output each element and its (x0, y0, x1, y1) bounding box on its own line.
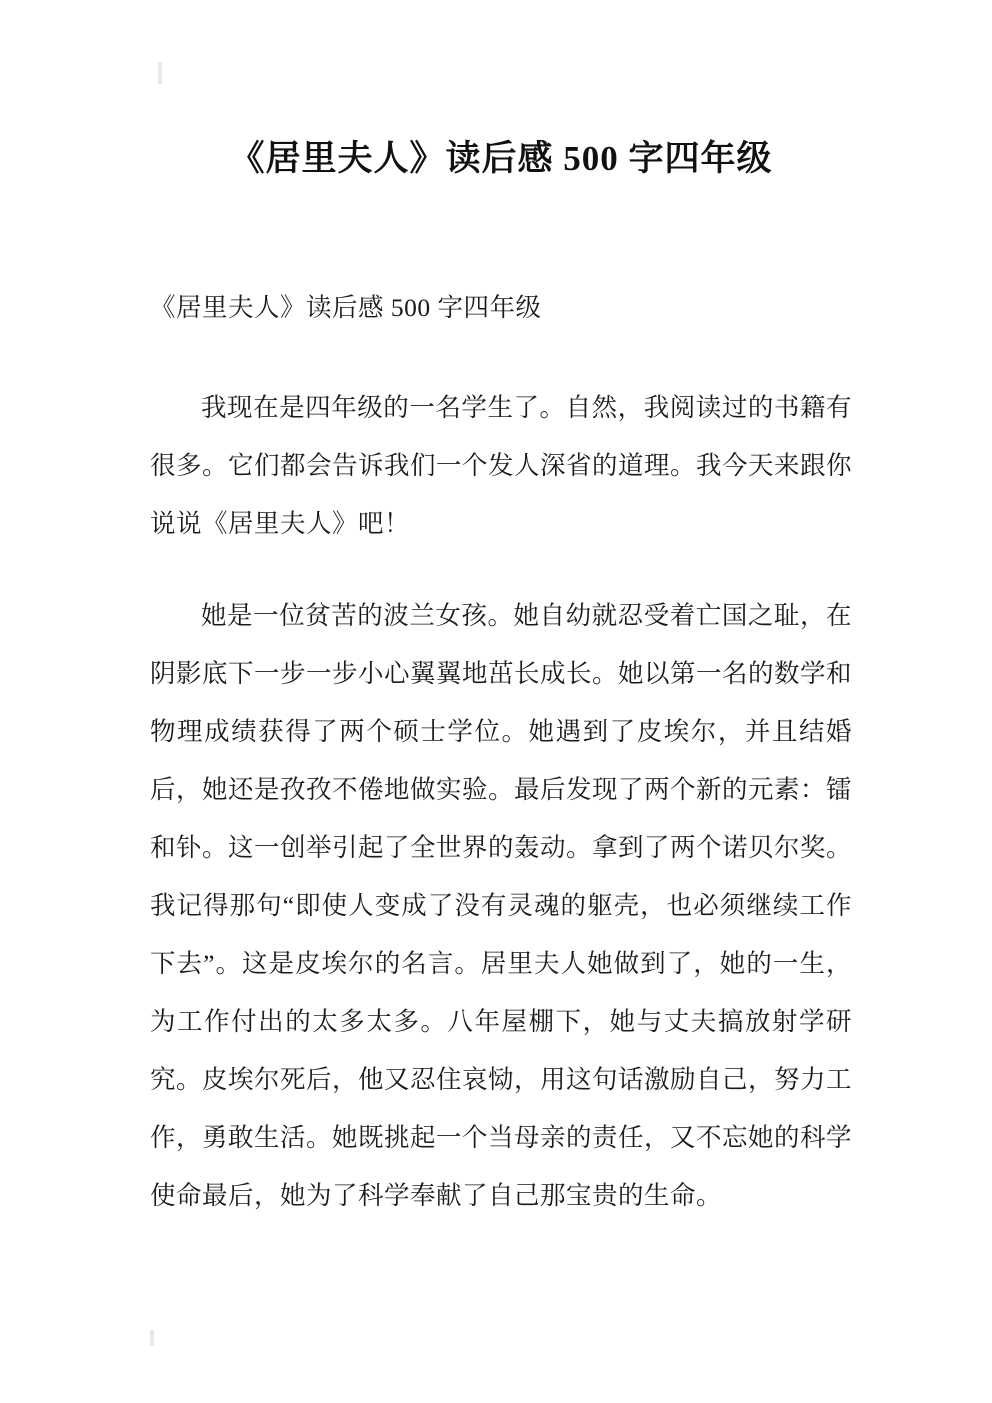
paragraph-1: 我现在是四年级的一名学生了。自然，我阅读过的书籍有很多。它们都会告诉我们一个发人深省的道理。我今天来跟你说说《居里夫人》吧！ (150, 393, 853, 538)
paragraph-2: 她是一位贫苦的波兰女孩。她自幼就忍受着亡国之耻，在阴影底下一步一步小心翼翼地茁长成长。她以第一名的数学和物理成绩获得了两个硕士学位。她遇到了皮埃尔，并且结婚后，她还是孜孜不倦地做实验。最后发现了两个新的元素：镭和钋。这一创举引起了全世界的轰动。拿到了两个诺贝尔奖。我记得那句“即使人变成了没有灵魂的躯壳，也必须继续工作下去”。这是皮埃尔的名言。居里夫人她做到了，她的一生，为工作付出的太多太多。八年屋棚下，她与丈夫搞放射学研究。皮埃尔死后，他又忍住哀恸，用这句话激励自己，努力工作，勇敢生活。她既挑起一个当母亲的责任，又不忘她的科学使命最后，她为了科学奉献了自己那宝贵的生命。 (150, 601, 853, 1210)
document-body (150, 279, 852, 1225)
scan-artifact-top (158, 62, 162, 84)
document-subtitle: 《居里夫人》读后感 500 字四年级 (150, 293, 542, 322)
page-title: 《居里夫人》读后感 500 字四年级 (229, 139, 773, 178)
scan-artifact-bottom (150, 1330, 154, 1346)
